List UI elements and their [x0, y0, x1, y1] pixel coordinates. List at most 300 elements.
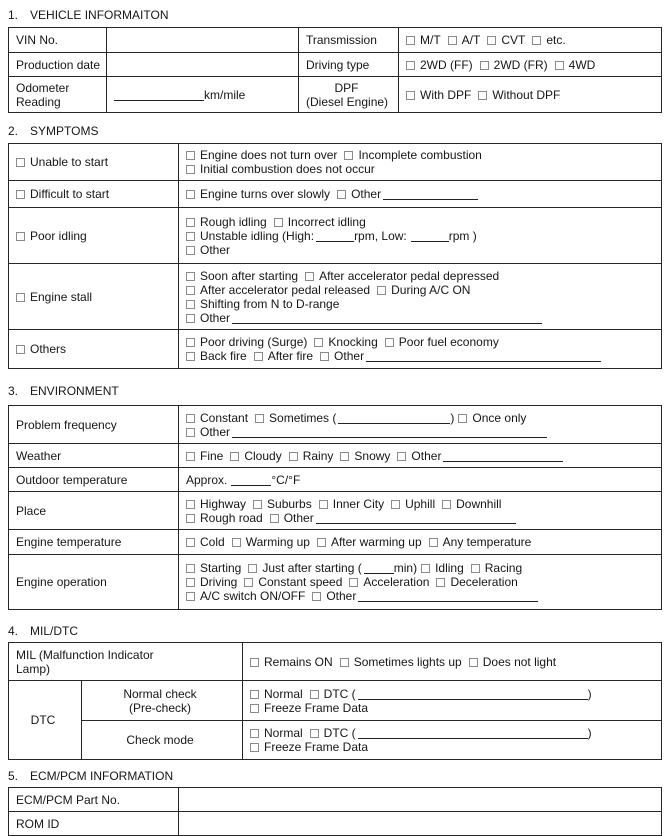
dpf-label	[299, 77, 399, 113]
form-line	[16, 535, 171, 549]
soon-after-starting-checkbox[interactable]	[186, 272, 195, 281]
table-row	[9, 788, 662, 812]
table-row	[9, 721, 662, 760]
poor-fuel-economy-checkbox[interactable]	[385, 338, 394, 347]
section-title	[8, 124, 661, 138]
section-environment	[8, 384, 661, 610]
during-a-c-on-checkbox[interactable]	[377, 286, 386, 295]
suburbs-checkbox[interactable]	[253, 500, 262, 509]
freeze-frame-data-option	[250, 740, 368, 754]
with-dpf-checkbox[interactable]	[406, 91, 415, 100]
back-fire-option	[186, 349, 247, 363]
static-text: Driving type	[306, 57, 370, 72]
section-title-text: MIL/DTC	[30, 624, 79, 638]
initial-combustion-does-not-occur-checkbox[interactable]	[186, 165, 195, 174]
knocking-option	[314, 335, 377, 349]
form-line	[16, 662, 235, 676]
soon-after-starting-option	[186, 269, 298, 283]
fill-in-line[interactable]	[231, 485, 271, 486]
highway-option	[186, 497, 246, 511]
knocking-checkbox[interactable]	[314, 338, 323, 347]
rom-id-label	[9, 812, 179, 836]
form-line	[16, 817, 171, 831]
option-label: Fine	[200, 448, 224, 463]
static-text: ECM/PCM Part No.	[16, 792, 121, 807]
form-line	[16, 504, 171, 518]
table-row	[9, 330, 662, 369]
fill-in-line[interactable]	[316, 523, 516, 524]
cloudy-option	[230, 449, 281, 463]
section-number: 1.	[8, 8, 19, 22]
other-option	[397, 449, 441, 463]
fill-in-line[interactable]	[383, 199, 478, 200]
idling-checkbox[interactable]	[421, 564, 430, 573]
form-line	[16, 290, 171, 304]
a-t-checkbox[interactable]	[448, 36, 457, 45]
starting-checkbox[interactable]	[186, 564, 195, 573]
table-row	[9, 53, 662, 77]
cold-option	[186, 535, 225, 549]
rainy-checkbox[interactable]	[289, 452, 298, 461]
vin-no-input-cell[interactable]	[107, 28, 299, 53]
other-checkbox[interactable]	[320, 352, 329, 361]
static-text: Approx.	[186, 472, 228, 487]
deceleration-option	[436, 575, 517, 589]
section-number: 5.	[8, 769, 19, 783]
incorrect-idling-option	[274, 215, 366, 229]
mil-dtc-table	[8, 642, 662, 760]
a-c-switch-on-off-option	[186, 589, 305, 603]
section-title	[8, 769, 661, 783]
constant-speed-option	[244, 575, 342, 589]
form-line	[250, 726, 654, 740]
fill-in-line[interactable]	[232, 323, 542, 324]
option-label: With DPF	[420, 87, 472, 102]
option-label: M/T	[420, 33, 441, 47]
other-checkbox[interactable]	[397, 452, 406, 461]
fill-in-line[interactable]	[364, 573, 394, 574]
option-label: After fire	[267, 349, 314, 363]
other-option	[312, 589, 356, 603]
freeze-frame-data-checkbox[interactable]	[250, 704, 259, 713]
static-text: )	[587, 726, 592, 740]
option-label: Sometimes (	[269, 410, 337, 425]
static-text: Transmission	[306, 33, 377, 47]
other-checkbox[interactable]	[186, 428, 195, 437]
option-label: After accelerator pedal released	[200, 282, 371, 297]
option-label: Other	[200, 242, 231, 257]
option-label: Normal	[264, 686, 303, 701]
freeze-frame-data-option	[250, 701, 368, 715]
other-option	[320, 349, 364, 363]
unstable-idling-high-checkbox[interactable]	[186, 232, 195, 241]
form-line	[306, 95, 391, 109]
form-line	[186, 297, 654, 311]
option-label: Driving	[200, 575, 238, 589]
with-dpf-option	[406, 88, 471, 102]
section-title	[8, 8, 661, 22]
after-accelerator-pedal-released-option	[186, 283, 370, 297]
racing-checkbox[interactable]	[471, 564, 480, 573]
normal-checkbox[interactable]	[250, 729, 259, 738]
unable-to-start-checkbox[interactable]	[16, 158, 25, 167]
2wd-fr-checkbox[interactable]	[480, 61, 489, 70]
fill-in-line[interactable]	[443, 461, 563, 462]
table-row	[9, 681, 662, 721]
symptoms-table	[8, 143, 662, 369]
after-fire-option	[254, 349, 313, 363]
static-text: Reading	[16, 94, 61, 109]
vin-no-label	[9, 28, 107, 53]
does-not-light-checkbox[interactable]	[469, 658, 478, 667]
transmission-label	[299, 28, 399, 53]
cvt-checkbox[interactable]	[487, 36, 496, 45]
normal-option	[250, 687, 303, 701]
normal-check-label	[82, 681, 243, 721]
option-label: Incomplete combustion	[358, 148, 482, 162]
static-text: °C/°F	[271, 472, 301, 487]
constant-checkbox[interactable]	[186, 414, 195, 423]
after-warming-up-option	[317, 535, 422, 549]
form-line	[16, 95, 99, 109]
after-warming-up-checkbox[interactable]	[317, 538, 326, 547]
others-label	[9, 330, 179, 369]
option-label: Any temperature	[442, 535, 532, 549]
other-checkbox[interactable]	[312, 592, 321, 601]
table-row	[9, 468, 662, 492]
any-temperature-option	[429, 535, 532, 549]
table-row	[9, 208, 662, 264]
constant-speed-checkbox[interactable]	[244, 578, 253, 587]
form-line	[306, 81, 391, 95]
static-text: Engine operation	[16, 575, 107, 589]
static-text: rpm, Low:	[354, 228, 407, 243]
option-label: 4WD	[568, 57, 596, 72]
static-text: DTC	[30, 713, 56, 727]
fill-in-line[interactable]	[411, 241, 449, 242]
poor-idling-options	[179, 208, 662, 264]
option-label: Unstable idling (High:	[200, 228, 315, 243]
form-line	[186, 283, 654, 297]
engine-operation-options	[179, 555, 662, 610]
fill-in-line[interactable]	[232, 437, 547, 438]
place-label	[9, 492, 179, 530]
other-option	[186, 311, 230, 325]
dtc-label	[9, 681, 82, 760]
fill-in-line[interactable]	[358, 699, 588, 700]
form-line	[186, 497, 654, 511]
table-row	[9, 264, 662, 330]
option-label: Other	[334, 349, 365, 363]
etc-option	[532, 33, 565, 47]
option-label: CVT	[501, 33, 526, 47]
unable-to-start-label	[9, 144, 179, 181]
option-label: Other	[326, 589, 357, 603]
option-label: Remains ON	[264, 654, 333, 669]
a-c-switch-on-off-checkbox[interactable]	[186, 592, 195, 601]
option-label: Back fire	[200, 349, 247, 363]
dtc-checkbox[interactable]	[310, 729, 319, 738]
once-only-checkbox[interactable]	[458, 414, 467, 423]
dtc-option	[310, 687, 356, 701]
snowy-checkbox[interactable]	[340, 452, 349, 461]
option-label: Normal	[264, 726, 303, 740]
section-number: 2.	[8, 124, 19, 138]
static-text: MIL (Malfunction Indicator	[16, 647, 154, 662]
freeze-frame-data-checkbox[interactable]	[250, 743, 259, 752]
dpf-options	[399, 77, 662, 113]
form-line	[186, 511, 654, 525]
engine-turns-over-slowly-option	[186, 187, 330, 201]
option-label: Rainy	[302, 448, 334, 463]
fill-in-line[interactable]	[316, 241, 354, 242]
fine-checkbox[interactable]	[186, 452, 195, 461]
option-label: Others	[30, 342, 67, 356]
after-accelerator-pedal-released-checkbox[interactable]	[186, 286, 195, 295]
engine-does-not-turn-over-checkbox[interactable]	[186, 151, 195, 160]
sometimes-checkbox[interactable]	[255, 414, 264, 423]
rough-road-checkbox[interactable]	[186, 514, 195, 523]
vehicle-information-table	[8, 27, 662, 113]
static-text: Problem frequency	[16, 417, 117, 432]
without-dpf-checkbox[interactable]	[478, 91, 487, 100]
other-checkbox[interactable]	[270, 514, 279, 523]
once-only-option	[458, 411, 526, 425]
option-label: DTC (	[323, 686, 356, 701]
others-checkbox[interactable]	[16, 345, 25, 354]
option-label: Other	[200, 424, 231, 439]
after-fire-checkbox[interactable]	[254, 352, 263, 361]
engine-temperature-label	[9, 530, 179, 555]
section-title-text: SYMPTOMS	[30, 124, 99, 138]
form-line	[16, 648, 235, 662]
just-after-starting-option	[248, 561, 361, 575]
2wd-ff-option	[406, 58, 473, 72]
dtc-checkbox[interactable]	[310, 690, 319, 699]
fill-in-line[interactable]	[338, 423, 450, 424]
problem-frequency-options	[179, 406, 662, 444]
static-text: Outdoor temperature	[16, 472, 128, 487]
option-label: Freeze Frame Data	[264, 700, 369, 715]
production-date-input-cell[interactable]	[107, 53, 299, 77]
static-text: (Pre-check)	[128, 700, 191, 715]
back-fire-checkbox[interactable]	[186, 352, 195, 361]
ecm-pcm-information-table	[8, 787, 662, 836]
section-title-text: VEHICLE INFORMAITON	[30, 8, 169, 22]
remains-on-checkbox[interactable]	[250, 658, 259, 667]
fill-in-line[interactable]	[358, 738, 588, 739]
form-line	[16, 187, 171, 201]
option-label: Highway	[200, 496, 247, 511]
fill-in-line[interactable]	[366, 361, 601, 362]
option-label: Inner City	[332, 496, 385, 511]
option-label: Cold	[200, 535, 225, 549]
section-ecm-pcm-information	[8, 769, 661, 836]
warming-up-checkbox[interactable]	[232, 538, 241, 547]
cloudy-checkbox[interactable]	[230, 452, 239, 461]
option-label: Other	[411, 448, 442, 463]
option-label: Initial combustion does not occur	[200, 162, 375, 176]
option-label: Sometimes lights up	[353, 654, 462, 669]
static-text: (Diesel Engine)	[306, 94, 389, 109]
dtc-option	[310, 726, 356, 740]
static-text: Lamp)	[16, 661, 51, 676]
remains-on-option	[250, 655, 333, 669]
odometer-reading-value[interactable]	[107, 77, 299, 113]
unable-to-start-option	[16, 155, 108, 169]
m-t-checkbox[interactable]	[406, 36, 415, 45]
form-line	[114, 88, 291, 102]
form-line	[250, 655, 654, 669]
after-accelerator-pedal-depressed-checkbox[interactable]	[305, 272, 314, 281]
2wd-ff-checkbox[interactable]	[406, 61, 415, 70]
rough-idling-checkbox[interactable]	[186, 218, 195, 227]
section-number: 3.	[8, 384, 19, 398]
section-title	[8, 624, 661, 638]
without-dpf-option	[478, 88, 560, 102]
weather-options	[179, 444, 662, 468]
2wd-fr-option	[480, 58, 548, 72]
engine-stall-options	[179, 264, 662, 330]
rainy-option	[289, 449, 334, 463]
difficult-to-start-option	[16, 187, 109, 201]
difficult-to-start-label	[9, 181, 179, 208]
option-label: Uphill	[405, 496, 436, 511]
check-mode-label	[82, 721, 243, 760]
form-line	[186, 335, 654, 349]
static-text: )	[450, 410, 455, 425]
option-label: Starting	[200, 561, 242, 575]
any-temperature-checkbox[interactable]	[429, 538, 438, 547]
shifting-from-n-to-d-range-checkbox[interactable]	[186, 300, 195, 309]
form-line	[16, 449, 171, 463]
table-row	[9, 492, 662, 530]
just-after-starting-checkbox[interactable]	[248, 564, 257, 573]
fill-in-line[interactable]	[358, 601, 538, 602]
others-option	[16, 342, 66, 356]
deceleration-checkbox[interactable]	[436, 578, 445, 587]
table-row	[9, 555, 662, 610]
form-line	[16, 575, 171, 589]
form-line	[186, 349, 654, 363]
etc-checkbox[interactable]	[532, 36, 541, 45]
option-label: Difficult to start	[30, 187, 110, 201]
section-symptoms	[8, 124, 661, 369]
engine-temperature-options	[179, 530, 662, 555]
option-label: During A/C ON	[391, 282, 471, 297]
option-label: Engine turns over slowly	[200, 187, 331, 201]
table-row	[9, 77, 662, 113]
engine-turns-over-slowly-checkbox[interactable]	[186, 190, 195, 199]
acceleration-checkbox[interactable]	[349, 578, 358, 587]
4wd-checkbox[interactable]	[555, 61, 564, 70]
form-line	[16, 58, 99, 72]
option-label: Racing	[484, 561, 523, 575]
section-title-text: ENVIRONMENT	[30, 384, 119, 398]
engine-stall-checkbox[interactable]	[16, 293, 25, 302]
downhill-checkbox[interactable]	[442, 500, 451, 509]
form-line	[406, 88, 654, 102]
cold-checkbox[interactable]	[186, 538, 195, 547]
constant-option	[186, 411, 248, 425]
incomplete-combustion-checkbox[interactable]	[344, 151, 353, 160]
idling-option	[421, 561, 464, 575]
option-label: Poor fuel economy	[398, 335, 499, 349]
form-line	[89, 733, 235, 747]
ecm-pcm-part-no-input-cell[interactable]	[179, 788, 662, 812]
transmission-options	[399, 28, 662, 53]
incomplete-combustion-option	[344, 148, 481, 162]
form-line	[16, 342, 171, 356]
sometimes-lights-up-checkbox[interactable]	[340, 658, 349, 667]
starting-option	[186, 561, 241, 575]
option-label: Other	[351, 187, 382, 201]
table-row	[9, 28, 662, 53]
option-label: Cloudy	[244, 448, 282, 463]
other-checkbox[interactable]	[337, 190, 346, 199]
table-row	[9, 444, 662, 468]
rough-idling-option	[186, 215, 267, 229]
form-line	[250, 701, 654, 715]
mil-options	[243, 643, 662, 681]
others-options	[179, 330, 662, 369]
normal-checkbox[interactable]	[250, 690, 259, 699]
section-title	[8, 384, 661, 398]
static-text: min)	[393, 561, 418, 575]
option-label: Idling	[435, 561, 464, 575]
static-text: VIN No.	[16, 33, 59, 47]
uphill-checkbox[interactable]	[391, 500, 400, 509]
table-row	[9, 144, 662, 181]
shifting-from-n-to-d-range-option	[186, 297, 339, 311]
form-line	[16, 81, 99, 95]
highway-checkbox[interactable]	[186, 500, 195, 509]
form-line	[186, 229, 654, 243]
difficult-to-start-checkbox[interactable]	[16, 190, 25, 199]
static-text: Check mode	[126, 733, 194, 747]
option-label: A/T	[461, 33, 481, 47]
static-text: km/mile	[204, 87, 246, 102]
form-line	[16, 793, 171, 807]
option-label: Other	[283, 510, 314, 525]
table-row	[9, 181, 662, 208]
driving-checkbox[interactable]	[186, 578, 195, 587]
fill-in-line[interactable]	[114, 100, 204, 101]
poor-driving-surge-checkbox[interactable]	[186, 338, 195, 347]
check-mode-options	[243, 721, 662, 760]
outdoor-temperature-label	[9, 468, 179, 492]
option-label: DTC (	[323, 726, 356, 740]
other-checkbox[interactable]	[186, 314, 195, 323]
form-line	[89, 687, 235, 701]
static-text: Engine temperature	[16, 535, 122, 549]
option-label: After accelerator pedal depressed	[319, 268, 500, 283]
form-line	[186, 411, 654, 425]
option-label: Incorrect idling	[287, 214, 366, 229]
option-label: Warming up	[245, 535, 310, 549]
engine-does-not-turn-over-option	[186, 148, 337, 162]
poor-idling-checkbox[interactable]	[16, 232, 25, 241]
rom-id-input-cell[interactable]	[179, 812, 662, 836]
inner-city-checkbox[interactable]	[319, 500, 328, 509]
incorrect-idling-checkbox[interactable]	[274, 218, 283, 227]
engine-stall-label	[9, 264, 179, 330]
other-checkbox[interactable]	[186, 246, 195, 255]
other-option	[186, 243, 230, 257]
after-accelerator-pedal-depressed-option	[305, 269, 499, 283]
option-label: 2WD (FR)	[493, 57, 548, 72]
option-label: Constant speed	[258, 575, 343, 589]
